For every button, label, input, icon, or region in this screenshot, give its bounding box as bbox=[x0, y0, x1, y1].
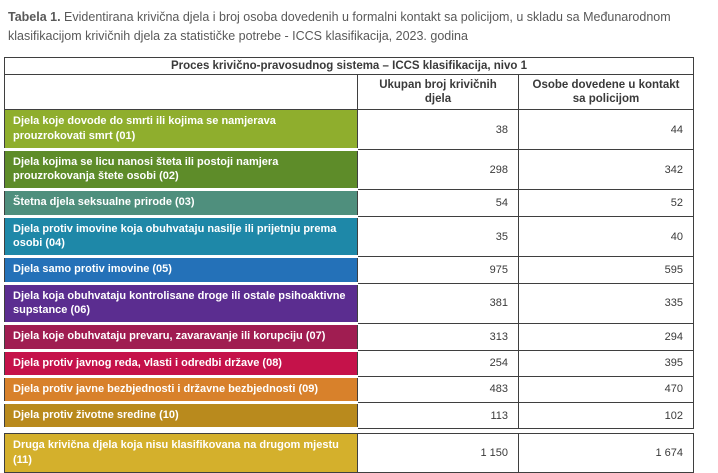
table-row bbox=[5, 283, 694, 324]
table-title-row bbox=[5, 57, 694, 74]
total-offenses-value: 54 bbox=[358, 190, 519, 216]
table-row bbox=[5, 350, 694, 376]
table-row bbox=[5, 190, 694, 216]
table-row bbox=[5, 149, 694, 190]
offense-category-label: Djela samo protiv imovine (05) bbox=[5, 257, 358, 283]
offense-category-label: Štetna djela seksualne prirode (03) bbox=[5, 190, 358, 216]
persons-in-contact-value: 52 bbox=[519, 190, 694, 216]
table-row bbox=[5, 434, 694, 473]
persons-in-contact-value: 595 bbox=[519, 257, 694, 283]
table-row bbox=[5, 324, 694, 350]
column-header-row bbox=[5, 74, 694, 110]
table-row bbox=[5, 403, 694, 429]
offense-category-label: Djela protiv javnog reda, vlasti i odredbi države (08) bbox=[5, 350, 358, 376]
table-title-header: Proces krivično-pravosudnog sistema – ICCS klasifikacija, nivo 1 bbox=[5, 57, 694, 74]
total-offenses-value: 254 bbox=[358, 350, 519, 376]
persons-in-contact-value: 342 bbox=[519, 149, 694, 190]
table-body bbox=[5, 110, 694, 473]
persons-in-contact-value: 44 bbox=[519, 110, 694, 150]
offense-category-label: Djela koja obuhvataju kontrolisane droge ili ostale psihoaktivne supstance (06) bbox=[5, 283, 358, 324]
table-caption-text: Evidentirana krivična djela i broj osoba dovedenih u formalni kontakt sa policijom, u skladu sa Međunarodnom klasifikacijom krivičnih djela za statističke potrebe - ICCS klasifikacija, 2023. godina bbox=[8, 10, 671, 43]
table-head bbox=[5, 57, 694, 110]
total-offenses-value: 483 bbox=[358, 376, 519, 402]
total-offenses-value: 313 bbox=[358, 324, 519, 350]
table-caption-number: Tabela 1. bbox=[8, 10, 61, 24]
column-header-persons-in-contact: Osobe dovedene u kontakt sa policijom bbox=[519, 74, 694, 110]
offense-category-label: Djela protiv imovine koja obuhvataju nasilje ili prijetnju prema osobi (04) bbox=[5, 216, 358, 257]
table-row bbox=[5, 257, 694, 283]
total-offenses-value: 35 bbox=[358, 216, 519, 257]
table-row bbox=[5, 110, 694, 150]
total-offenses-value: 298 bbox=[358, 149, 519, 190]
offense-category-label: Djela koje obuhvataju prevaru, zavaravanje ili korupciju (07) bbox=[5, 324, 358, 350]
persons-in-contact-value: 395 bbox=[519, 350, 694, 376]
table-row bbox=[5, 376, 694, 402]
persons-in-contact-value: 470 bbox=[519, 376, 694, 402]
total-offenses-value: 1 150 bbox=[358, 434, 519, 473]
column-header-empty bbox=[5, 74, 358, 110]
persons-in-contact-value: 335 bbox=[519, 283, 694, 324]
table-caption bbox=[8, 8, 710, 46]
total-offenses-value: 381 bbox=[358, 283, 519, 324]
persons-in-contact-value: 102 bbox=[519, 403, 694, 429]
offense-category-label: Druga krivična djela koja nisu klasifikovana na drugom mjestu (11) bbox=[5, 434, 358, 473]
total-offenses-value: 975 bbox=[358, 257, 519, 283]
offense-category-label: Djela protiv javne bezbjednosti i državne bezbjednosti (09) bbox=[5, 376, 358, 402]
persons-in-contact-value: 40 bbox=[519, 216, 694, 257]
persons-in-contact-value: 294 bbox=[519, 324, 694, 350]
total-offenses-value: 38 bbox=[358, 110, 519, 150]
persons-in-contact-value: 1 674 bbox=[519, 434, 694, 473]
offense-category-label: Djela protiv životne sredine (10) bbox=[5, 403, 358, 429]
table-row bbox=[5, 216, 694, 257]
document-page bbox=[0, 8, 718, 473]
column-header-total-offenses: Ukupan broj krivičnih djela bbox=[358, 74, 519, 110]
offense-category-label: Djela kojima se licu nanosi šteta ili postoji namjera prouzrokovanja štete osobi (02) bbox=[5, 149, 358, 190]
total-offenses-value: 113 bbox=[358, 403, 519, 429]
iccs-classification-table bbox=[4, 57, 694, 473]
offense-category-label: Djela koje dovode do smrti ili kojima se namjerava prouzrokovati smrt (01) bbox=[5, 110, 358, 150]
